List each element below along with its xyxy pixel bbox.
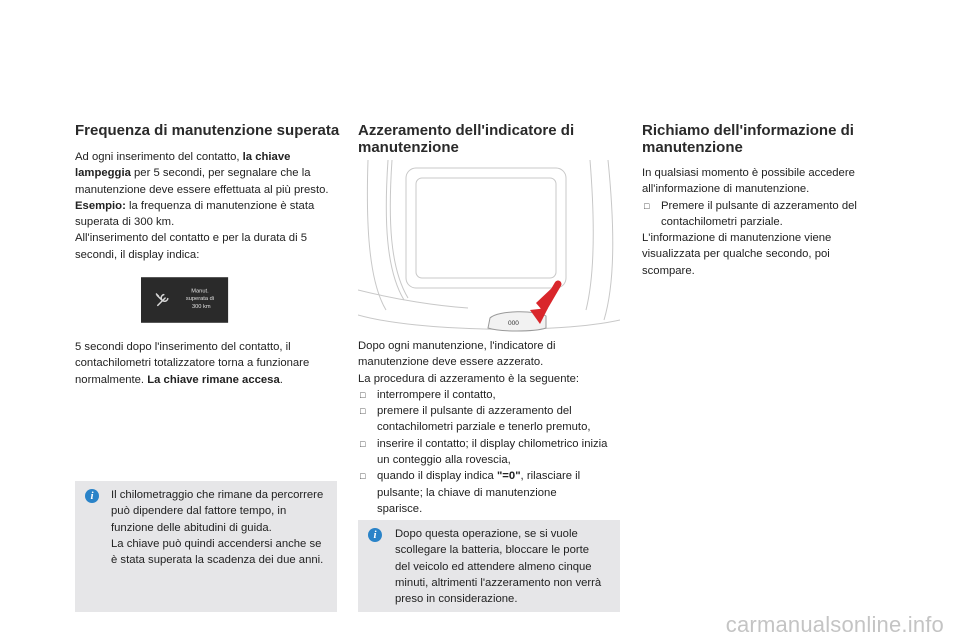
display-line2: superata di <box>185 296 215 302</box>
column-recall-info <box>642 122 887 279</box>
info-text-mileage: Il chilometraggio che rimane da percorrere può dipendere dal fattore tempo, in funzione delle abitudini di guida. La chiave può quindi accendersi anche se è stata superata la scadenza dei due anni. <box>111 489 324 567</box>
text: per 5 secondi, per segnalare che la manutenzione deve essere effettuata al più presto. <box>75 167 329 196</box>
paragraph-recall-display: L'informazione di manutenzione viene visualizzata per qualche secondo, poi scompare. <box>642 232 832 277</box>
step-text: premere il pulsante di azzeramento del contachilometri parziale e tenerlo premuto, <box>377 405 591 434</box>
recall-steps <box>642 198 887 231</box>
text: Ad ogni inserimento del contatto, <box>75 151 243 163</box>
step-text: Premere il pulsante di azzeramento del contachilometri parziale. <box>661 199 857 228</box>
bullet-icon: □ <box>360 471 366 482</box>
bullet-icon: □ <box>644 200 650 211</box>
display-line3: 300 km <box>191 304 211 311</box>
step-item <box>642 198 887 231</box>
info-box-battery <box>358 520 620 612</box>
paragraph-procedure: La procedura di azzeramento è la seguente: <box>358 372 580 385</box>
display-line1: Manut. <box>191 288 209 295</box>
display-panel-bg <box>141 277 228 323</box>
paragraph-example <box>75 198 337 231</box>
info-text-battery: Dopo questa operazione, se si vuole scollegare la batteria, bloccare le porte del veicolo ed attendere almeno cinque minuti, altrimenti l'azzeramento non verrà preso in considerazione. <box>395 528 602 606</box>
column-reset-text <box>358 338 620 517</box>
bullet-icon: □ <box>360 389 366 400</box>
dashboard-illustration <box>358 160 620 336</box>
illustration-line <box>367 160 386 310</box>
text: . <box>279 373 283 386</box>
step-item <box>358 468 620 517</box>
step-item <box>358 436 620 469</box>
paragraph-display-indicates: All'inserimento del contatto e per la durata di 5 secondi, il display indica: <box>75 232 307 261</box>
step-item <box>358 403 620 436</box>
column-reset-indicator <box>358 122 620 156</box>
step-text-bold: "=0" <box>496 470 521 483</box>
illustration-line <box>386 160 404 300</box>
button-label: 000 <box>508 320 519 327</box>
section-title-reset: Azzeramento dell'indicatore di manutenzione <box>358 122 575 156</box>
info-icon: i <box>368 528 382 542</box>
paragraph-recall-anytime: In qualsiasi momento è possibile accedere all'informazione di manutenzione. <box>642 167 855 196</box>
paragraph-key-stays-on <box>75 339 337 388</box>
paragraph-overdue-intro <box>75 149 337 198</box>
text: la frequenza di manutenzione è stata superata di 300 km. <box>75 199 315 229</box>
step-text: quando il display indica <box>377 470 497 483</box>
step-text: interrompere il contatto, <box>377 388 496 401</box>
column-maintenance-overdue <box>75 122 340 263</box>
watermark: carmanualsonline.info <box>725 612 944 637</box>
step-text: inserire il contatto; il display chilometrico inizia un conteggio alla rovescia, <box>377 437 608 467</box>
section-title-overdue: Frequenza di manutenzione superata <box>75 122 340 139</box>
column-maintenance-overdue-after <box>75 339 337 388</box>
bullet-icon: □ <box>360 406 366 417</box>
text-bold: La chiave rimane accesa <box>147 373 280 386</box>
info-icon: i <box>85 489 99 503</box>
section-title-recall: Richiamo dell'informazione di manutenzione <box>642 122 854 156</box>
paragraph-reset-required: Dopo ogni manutenzione, l'indicatore di manutenzione deve essere azzerato. <box>358 340 556 369</box>
text-bold: Esempio: <box>75 199 126 212</box>
reset-steps <box>358 387 620 517</box>
step-item <box>358 387 620 403</box>
text: 5 secondi dopo l'inserimento del contatto, il contachilometri totalizzatore torna a funzionare normalmente. <box>75 341 310 386</box>
bullet-icon: □ <box>360 438 366 449</box>
step-text: , rilasciare il pulsante; la chiave di manutenzione sparisce. <box>377 470 581 515</box>
display-panel-image <box>141 266 271 334</box>
info-box-mileage <box>75 481 337 612</box>
text-bold: la chiave lampeggia <box>75 151 291 180</box>
